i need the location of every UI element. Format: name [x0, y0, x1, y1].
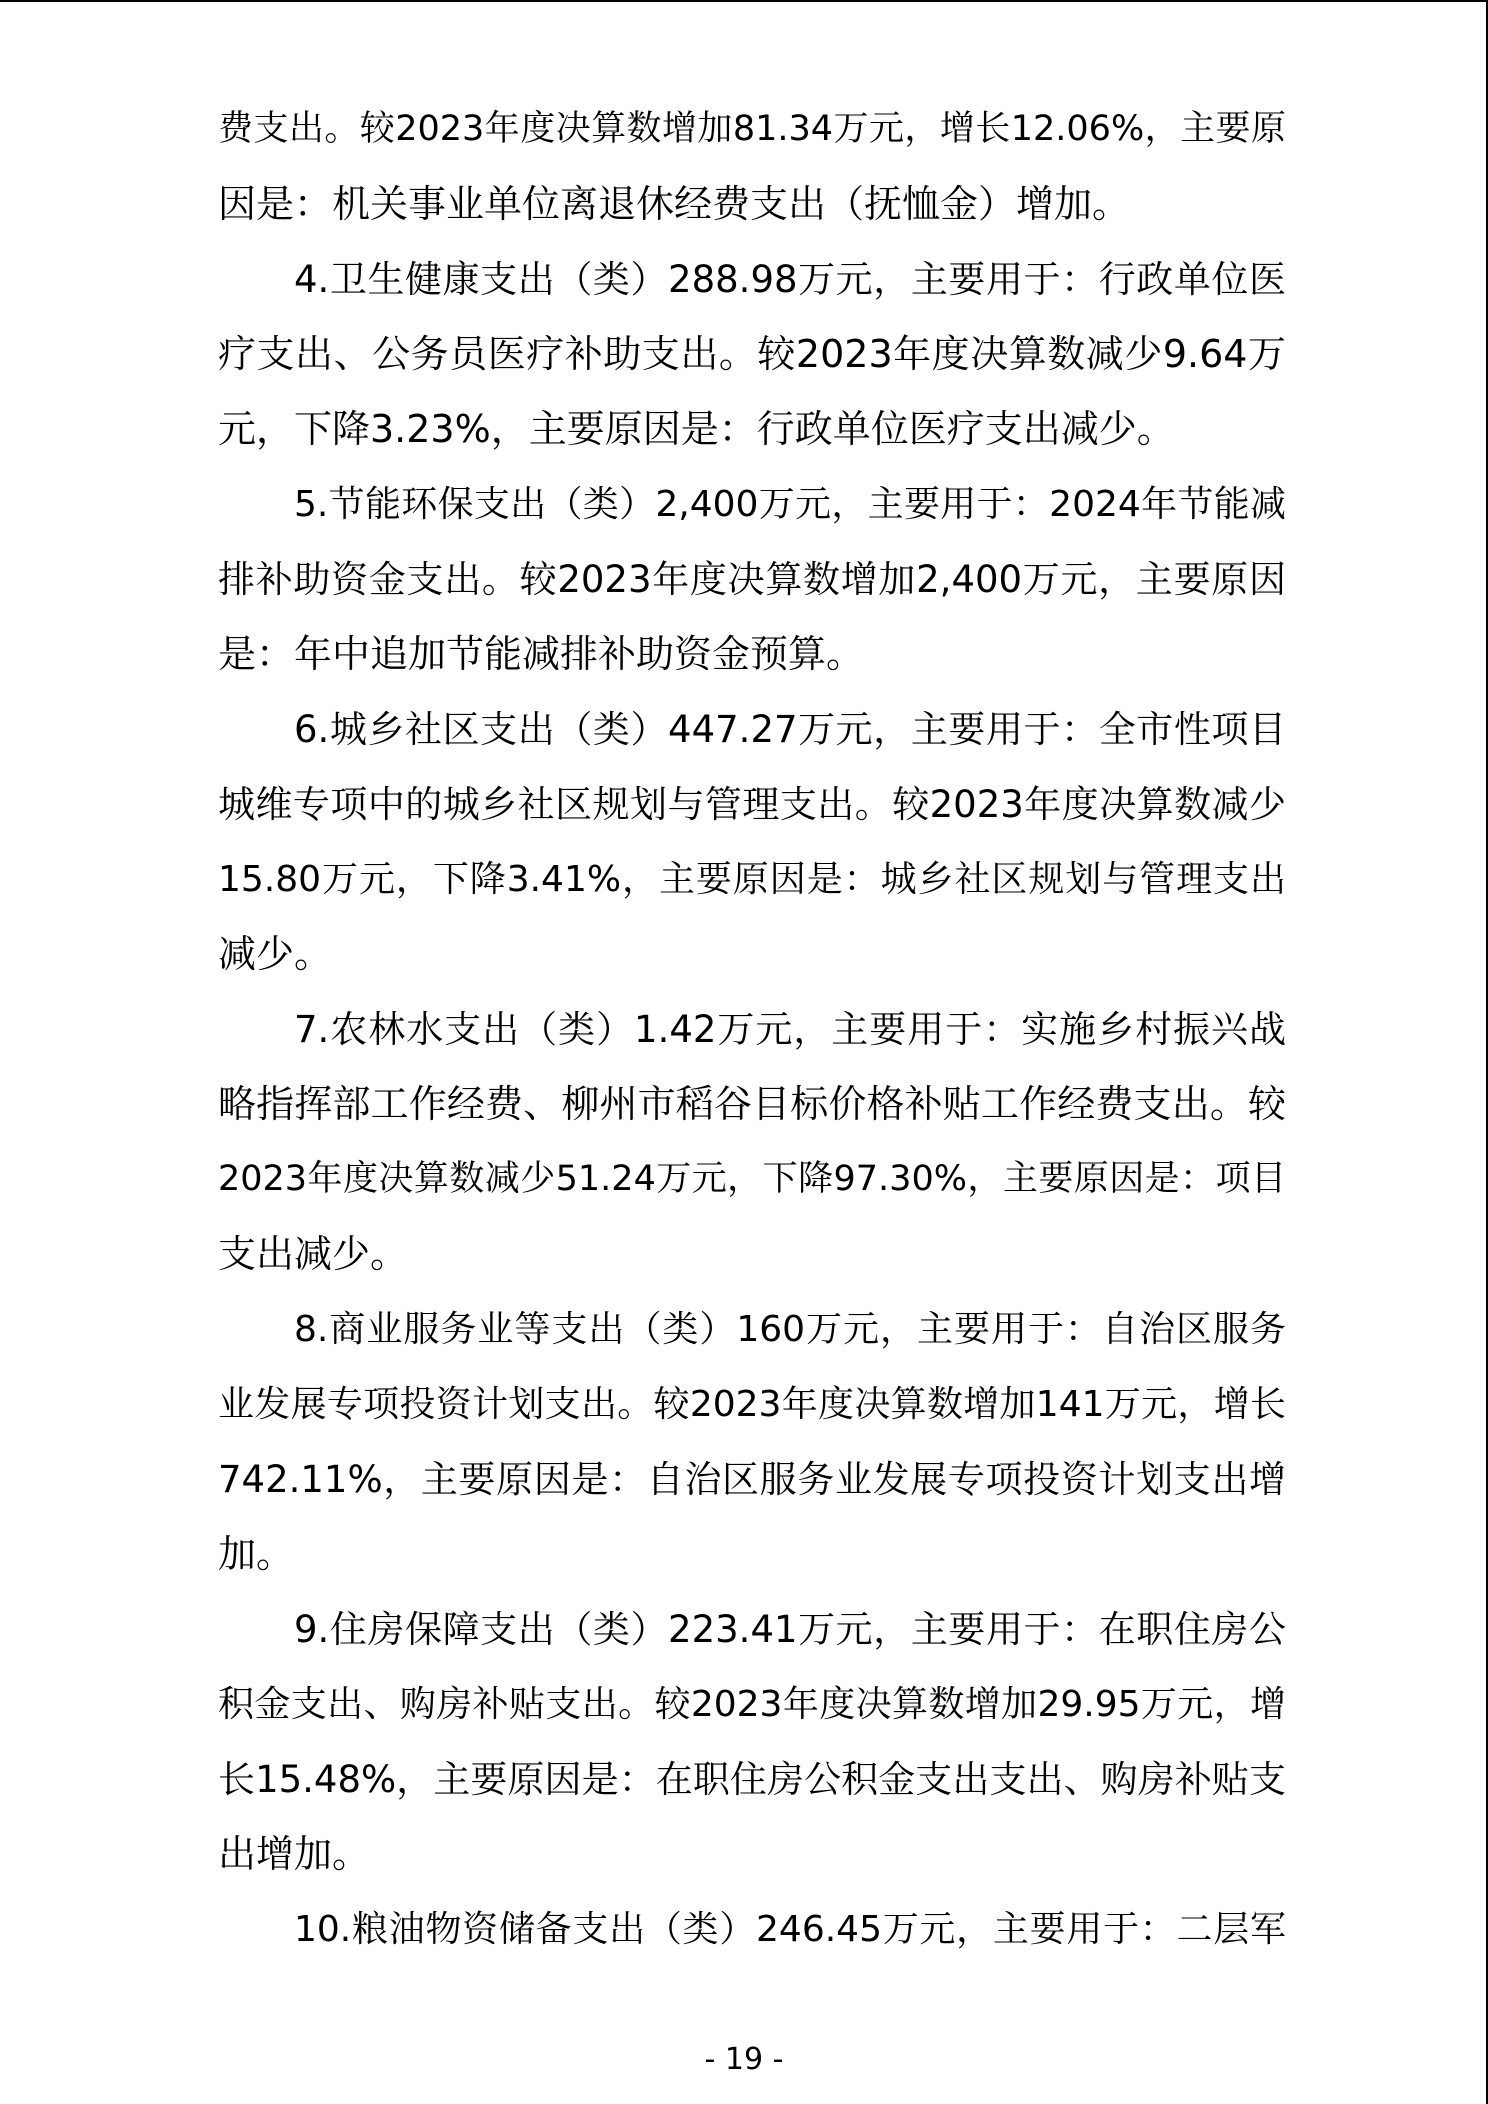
- text-line: 4.卫生健康支出（类）288.98万元，主要用于：行政单位医: [294, 258, 1286, 301]
- text-line: 积金支出、购房补贴支出。较2023年度决算数增加29.95万元，增: [218, 1684, 1286, 1725]
- text-line: 因是：机关事业单位离退休经费支出（抚恤金）增加。: [218, 182, 1131, 226]
- text-line: 8.商业服务业等支出（类）160万元，主要用于：自治区服务: [294, 1309, 1286, 1350]
- text-line: 疗支出、公务员医疗补助支出。较2023年度决算数减少9.64万: [218, 332, 1286, 376]
- text-line: 支出减少。: [218, 1232, 409, 1276]
- text-line: 是：年中追加节能减排补助资金预算。: [218, 632, 865, 676]
- text-line: 2023年度决算数减少51.24万元，下降97.30%，主要原因是：项目: [218, 1159, 1286, 1199]
- text-line: 排补助资金支出。较2023年度决算数增加2,400万元，主要原因: [218, 558, 1286, 601]
- text-line: 业发展专项投资计划支出。较2023年度决算数增加141万元，增长: [218, 1384, 1286, 1425]
- text-line: 10.粮油物资储备支出（类）246.45万元，主要用于：二层军: [294, 1909, 1286, 1950]
- text-line: 长15.48%，主要原因是：在职住房公积金支出支出、购房补贴支: [218, 1758, 1286, 1801]
- text-line: 费支出。较2023年度决算数增加81.34万元，增长12.06%，主要原: [218, 109, 1286, 149]
- page-number: - 19 -: [704, 2042, 784, 2077]
- text-line: 城维专项中的城乡社区规划与管理支出。较2023年度决算数减少: [218, 783, 1286, 826]
- text-line: 加。: [218, 1532, 295, 1576]
- document-body: [218, 92, 1286, 1967]
- text-line: 742.11%，主要原因是：自治区服务业发展专项投资计划支出增: [218, 1458, 1286, 1501]
- text-line: 出增加。: [218, 1832, 371, 1876]
- text-line: 略指挥部工作经费、柳州市稻谷目标价格补贴工作经费支出。较: [218, 1082, 1286, 1126]
- text-line: 减少。: [218, 932, 333, 976]
- text-line: 5.节能环保支出（类）2,400万元，主要用于：2024年节能减: [294, 484, 1286, 525]
- text-line: 7.农林水支出（类）1.42万元，主要用于：实施乡村振兴战: [294, 1008, 1286, 1051]
- page-border-top: [0, 0, 1488, 2]
- text-line: 9.住房保障支出（类）223.41万元，主要用于：在职住房公: [294, 1608, 1286, 1651]
- text-line: 6.城乡社区支出（类）447.27万元，主要用于：全市性项目: [294, 708, 1286, 751]
- text-line: 15.80万元，下降3.41%，主要原因是：城乡社区规划与管理支出: [218, 859, 1286, 900]
- text-line: 元，下降3.23%，主要原因是：行政单位医疗支出减少。: [218, 407, 1175, 451]
